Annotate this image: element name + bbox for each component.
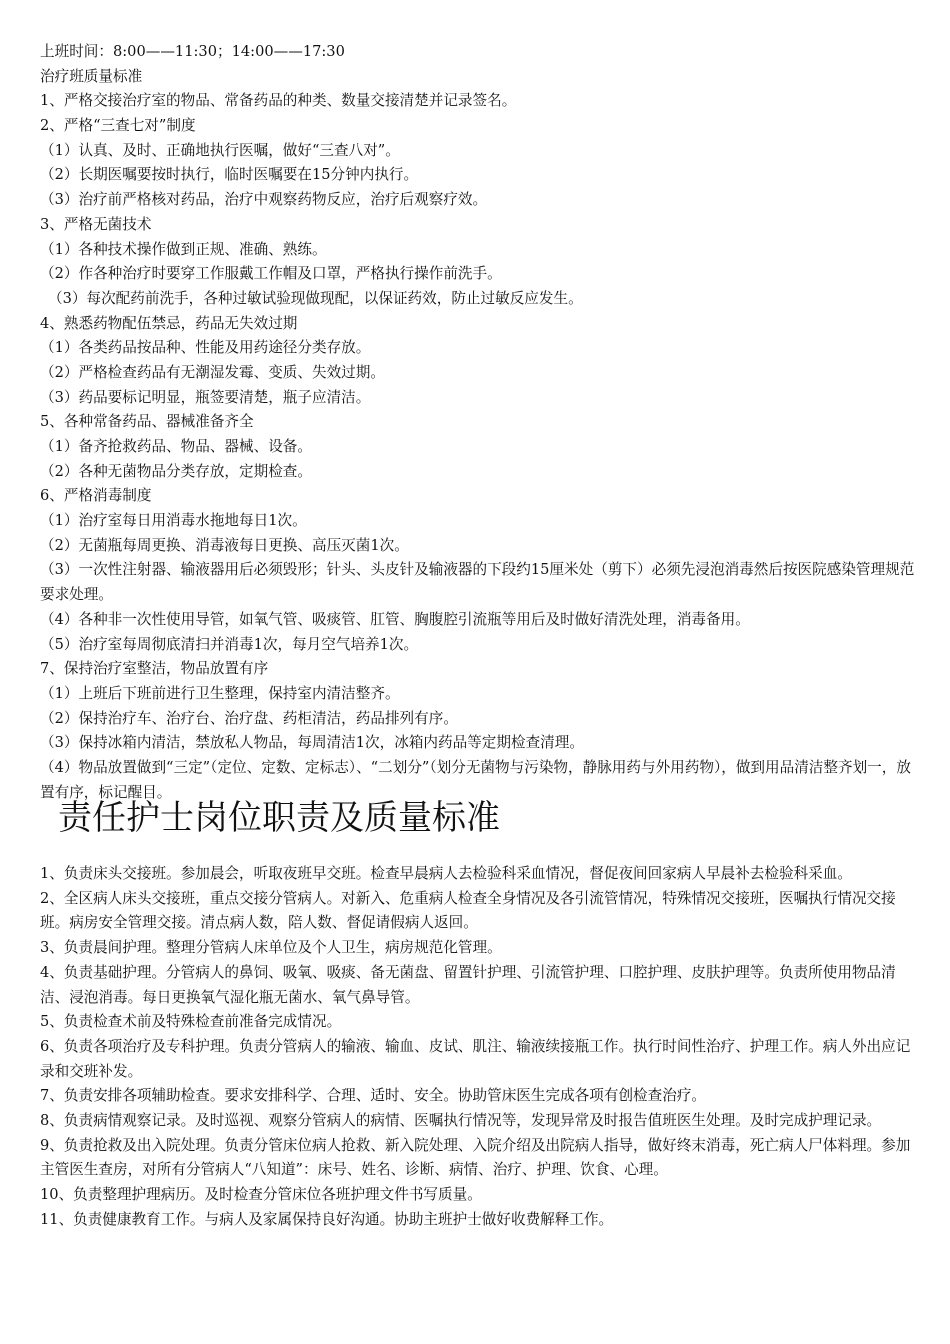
treatment-section-title: 治疗班质量标准 [40, 67, 143, 85]
sec1-line: 6、严格消毒制度 [40, 487, 152, 505]
sec1-line: （3）药品要标记明显，瓶签要清楚，瓶子应清洁。 [40, 388, 371, 406]
sec1-line: （2）各种无菌物品分类存放，定期检查。 [40, 462, 312, 480]
sec1-line: （4）各种非一次性使用导管，如氧气管、吸痰管、肛管、胸腹腔引流瓶等用后及时做好清洗处理，消毒备用。 [40, 610, 750, 628]
sec2-line: 2、全区病人床头交接班，重点交接分管病人。对新入、危重病人检查全身情况及各引流管情况，特殊情况交接班，医嘱执行情况交接班。病房安全管理交接。清点病人数，陪人数、督促请假病人返回。 [40, 889, 896, 932]
sec2-line: 1、负责床头交接班。参加晨会，听取夜班早交班。检查早晨病人去检验科采血情况，督促夜间回家病人早晨补去检验科采血。 [40, 865, 852, 882]
sec1-line: （2）无菌瓶每周更换、消毒液每日更换、高压灭菌1次。 [40, 536, 409, 554]
sec2-line: 6、负责各项治疗及专科护理。负责分管病人的输液、输血、皮试、肌注、输液续接瓶工作。执行时间性治疗、护理工作。病人外出应记录和交班补发。 [40, 1037, 911, 1080]
work-hours-line: 上班时间：8:00——11:30；14:00——17:30 [40, 43, 345, 60]
treatment-section [40, 40, 920, 805]
sec2-line: 8、负责病情观察记录。及时巡视、观察分管病人的病情、医嘱执行情况等，发现异常及时报告值班医生处理。及时完成护理记录。 [40, 1111, 882, 1129]
sec1-line: （2）保持治疗车、治疗台、治疗盘、药柜清洁，药品排列有序。 [40, 709, 458, 727]
sec1-line: （3）保持冰箱内清洁，禁放私人物品，每周清洁1次，冰箱内药品等定期检查清理。 [40, 734, 584, 752]
sec1-line: （3）治疗前严格核对药品，治疗中观察药物反应，治疗后观察疗效。 [40, 191, 488, 209]
sec1-line: 1、严格交接治疗室的物品、常备药品的种类、数量交接清楚并记录签名。 [40, 92, 517, 110]
sec1-line: （5）治疗室每周彻底清扫并消毒1次，每月空气培养1次。 [40, 635, 419, 653]
sec2-line: 11、负责健康教育工作。与病人及家属保持良好沟通。协助主班护士做好收费解释工作。 [40, 1210, 614, 1228]
sec2-line: 5、负责检查术前及特殊检查前准备完成情况。 [40, 1013, 342, 1031]
sec1-line: （1）上班后下班前进行卫生整理，保持室内清洁整齐。 [40, 684, 400, 702]
sec1-line: （3）一次性注射器、输液器用后必须毁形；针头、头皮针及输液器的下段约15厘米处（剪下）必须先浸泡消毒然后按医院感染管理规范要求处理。 [40, 561, 915, 604]
sec1-line: （2）作各种治疗时要穿工作服戴工作帽及口罩，严格执行操作前洗手。 [40, 265, 502, 283]
sec2-line: 3、负责晨间护理。整理分管病人床单位及个人卫生，病房规范化管理。 [40, 939, 502, 957]
sec2-line: 4、负责基础护理。分管病人的鼻饲、吸氧、吸痰、备无菌盘、留置针护理、引流管护理、口腔护理、皮肤护理等。负责所使用物品清洁、浸泡消毒。每日更换氧气湿化瓶无菌水、氧气鼻导管。 [40, 963, 896, 1006]
sec1-line: 4、熟悉药物配伍禁忌，药品无失效过期 [40, 314, 298, 332]
nurse-duties-section [40, 862, 912, 1232]
sec1-line: （2）长期医嘱要按时执行，临时医嘱要在15分钟内执行。 [40, 166, 419, 184]
sec1-line: 7、保持治疗室整洁，物品放置有序 [40, 660, 269, 678]
sec1-line: 3、严格无菌技术 [40, 215, 152, 233]
sec1-line: （2）严格检查药品有无潮湿发霉、变质、失效过期。 [40, 363, 385, 381]
sec1-line: （1）治疗室每日用消毒水拖地每日1次。 [40, 512, 307, 530]
sec1-line: （1）认真、及时、正确地执行医嘱，做好“三查八对”。 [40, 141, 400, 159]
sec2-line: 7、负责安排各项辅助检查。要求安排科学、合理、适时、安全。协助管床医生完成各项有创检查治疗。 [40, 1087, 707, 1105]
sec2-line: 10、负责整理护理病历。及时检查分管床位各班护理文件书写质量。 [40, 1186, 482, 1204]
sec1-line: （3）每次配药前洗手，各种过敏试验现做现配，以保证药效，防止过敏反应发生。 [48, 289, 583, 307]
nurse-duties-title: 责任护士岗位职责及质量标准 [58, 798, 500, 838]
sec1-line: 5、各种常备药品、器械准备齐全 [40, 413, 254, 431]
sec1-line: （1）备齐抢救药品、物品、器械、设备。 [40, 438, 312, 455]
sec1-line: （1）各种技术操作做到正规、准确、熟练。 [40, 240, 327, 258]
sec1-line: 2、严格“三查七对”制度 [40, 117, 196, 135]
sec1-line: （4）物品放置做到“三定”（定位、定数、定标志）、“二划分”（划分无菌物与污染物，静脉用药与外用药物），做到用品清洁整齐划一，放置有序，标记醒目。 [40, 758, 911, 801]
sec1-line: （1）各类药品按品种、性能及用药途径分类存放。 [40, 339, 371, 357]
sec2-line: 9、负责抢救及出入院处理。负责分管床位病人抢救、新入院处理、入院介绍及出院病人指导，做好终末消毒，死亡病人尸体料理。参加主管医生查房，对所有分管病人“八知道”：床号、姓名、诊断、病情、治疗、护理、饮食、心理。 [40, 1136, 911, 1179]
